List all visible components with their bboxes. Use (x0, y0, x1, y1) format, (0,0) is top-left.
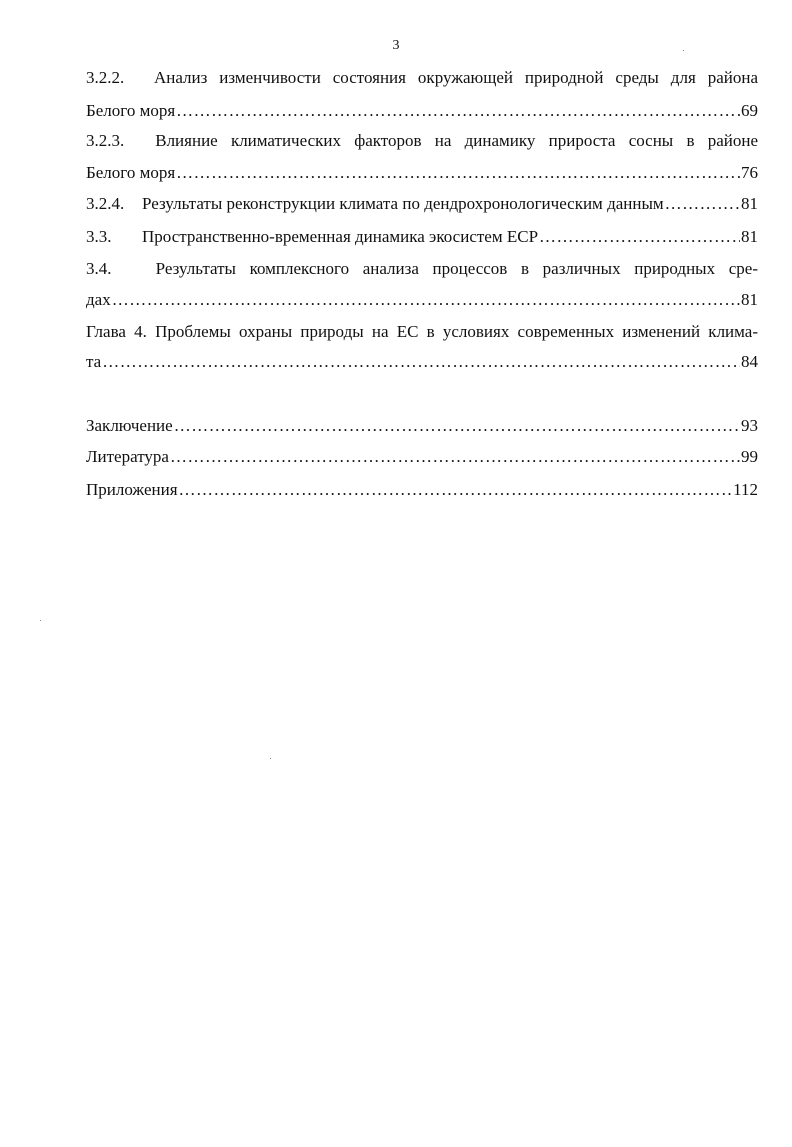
toc-entry-title: Литература (86, 447, 169, 466)
leader-dots (665, 194, 740, 214)
toc-entry-chapter-4-line1 (86, 322, 758, 342)
toc-entry-title: Глава 4. Проблемы охраны природы на ЕС в условиях современных изменений клима- (86, 322, 758, 341)
leader-dots (170, 447, 740, 467)
toc-entry-page: 112 (733, 480, 758, 499)
scan-speck (683, 50, 684, 51)
toc-entry-page: 93 (741, 416, 758, 435)
toc-entry-title-continued: Белого моря (86, 163, 176, 182)
toc-entry-page: 81 (741, 290, 758, 309)
toc-entry-number: 3.2.3. (86, 131, 125, 150)
toc-entry-page: 84 (741, 352, 758, 371)
toc-entry-3-2-3-line2 (86, 163, 758, 183)
toc-entry-number: 3.2.2. (86, 68, 125, 87)
toc-entry-page: 69 (741, 101, 758, 120)
toc-entry-page: 81 (741, 227, 758, 246)
scan-speck (40, 620, 41, 621)
toc-entry-number: 3.4. (86, 259, 112, 278)
toc-entry-title: Влияние климатических факторов на динамику прироста сосны в районе (155, 131, 758, 150)
toc-entry-page: 76 (741, 163, 758, 182)
toc-entry-3-2-2-line1 (86, 68, 758, 88)
toc-entry-title: Результаты комплексного анализа процессов в различных природных сре- (155, 259, 758, 278)
leader-dots (112, 290, 740, 310)
toc-entry-title: Пространственно-временная динамика экосистем ЕСР (142, 227, 539, 246)
leader-dots (174, 416, 740, 436)
toc-entry-appendices (86, 480, 758, 500)
leader-dots (176, 163, 740, 183)
toc-entry-3-3 (86, 227, 758, 247)
toc-entry-number: 3.3. (86, 227, 112, 246)
toc-entry-title: Анализ изменчивости состояния окружающей природной среды для района (153, 68, 758, 87)
toc-entry-number: 3.2.4. (86, 194, 125, 213)
page-number: 3 (392, 38, 400, 53)
toc-entry-page: 81 (741, 194, 758, 213)
toc-entry-literature (86, 447, 758, 467)
scan-speck (270, 758, 271, 759)
toc-entry-title: Заключение (86, 416, 173, 435)
toc-entry-title: Результаты реконструкции климата по дендрохронологическим данным (142, 194, 664, 213)
toc-entry-3-2-2-line2 (86, 101, 758, 121)
leader-dots (176, 101, 740, 121)
leader-dots (179, 480, 733, 500)
toc-entry-page: 99 (741, 447, 758, 466)
toc-entry-3-4-line1 (86, 259, 758, 279)
leader-dots (102, 352, 740, 372)
toc-entry-title-continued: та (86, 352, 102, 371)
toc-entry-title-continued: Белого моря (86, 101, 176, 120)
toc-entry-chapter-4-line2 (86, 352, 758, 372)
toc-entry-3-2-4 (86, 194, 758, 214)
toc-entry-title: Приложения (86, 480, 178, 499)
toc-entry-3-4-line2 (86, 290, 758, 310)
toc-entry-conclusion (86, 416, 758, 436)
toc-entry-3-2-3-line1 (86, 131, 758, 151)
leader-dots (539, 227, 740, 247)
toc-entry-title-continued: дах (86, 290, 111, 309)
